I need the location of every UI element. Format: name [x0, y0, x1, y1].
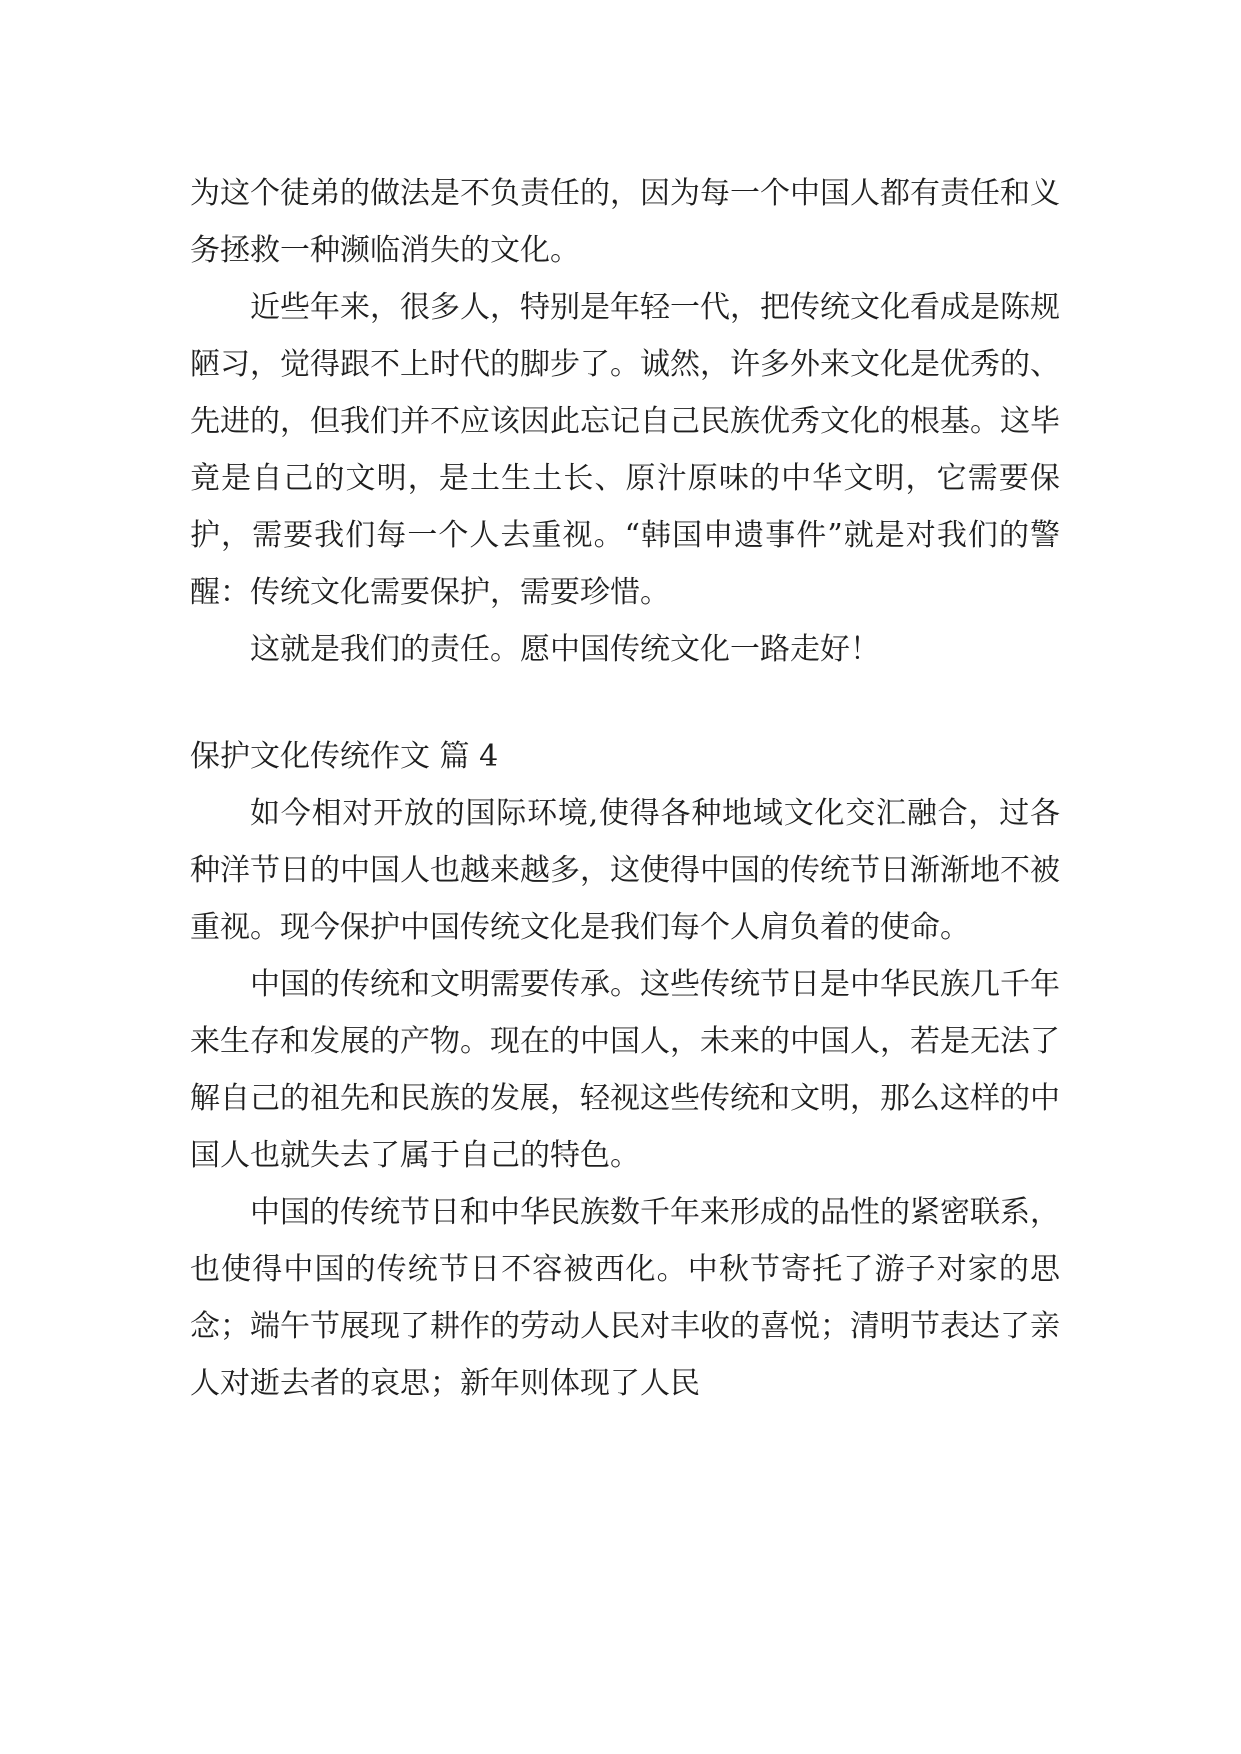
section-spacer: [190, 678, 1060, 728]
paragraph-inheritance: 中国的传统和文明需要传承。这些传统节日是中华民族几千年来生存和发展的产物。现在的中国人，未来的中国人，若是无法了解自己的祖先和民族的发展，轻视这些传统和文明，那么这样的中国人也就失去了属于自己的特色。: [190, 967, 1060, 1173]
paragraph-international-environment: 如今相对开放的国际环境,使得各种地域文化交汇融合，过各种洋节日的中国人也越来越多，这使得中国的传统节日渐渐地不被重视。现今保护中国传统文化是我们每个人肩负着的使命。: [190, 796, 1060, 945]
paragraph-festivals: 中国的传统节日和中华民族数千年来形成的品性的紧密联系，也使得中国的传统节日不容被西化。中秋节寄托了游子对家的思念；端午节展现了耕作的劳动人民对丰收的喜悦；清明节表达了亲人对逝去者的哀思；新年则体现了人民: [190, 1195, 1060, 1401]
paragraph-young-generation: 近些年来，很多人，特别是年轻一代，把传统文化看成是陈规陋习，觉得跟不上时代的脚步了。诚然，许多外来文化是优秀的、先进的，但我们并不应该因此忘记自己民族优秀文化的根基。这毕竟是自己的文明，是土生土长、原汁原味的中华文明，它需要保护，需要我们每一个人去重视。“韩国申遗事件”就是对我们的警醒：传统文化需要保护，需要珍惜。: [190, 290, 1060, 610]
paragraph-continuation: 为这个徒弟的做法是不负责任的，因为每一个中国人都有责任和义务拯救一种濒临消失的文化。: [190, 176, 1060, 268]
section-heading: 保护文化传统作文 篇 4: [190, 739, 499, 774]
paragraph-responsibility: 这就是我们的责任。愿中国传统文化一路走好！: [250, 632, 880, 667]
document-body: [190, 165, 1060, 1412]
